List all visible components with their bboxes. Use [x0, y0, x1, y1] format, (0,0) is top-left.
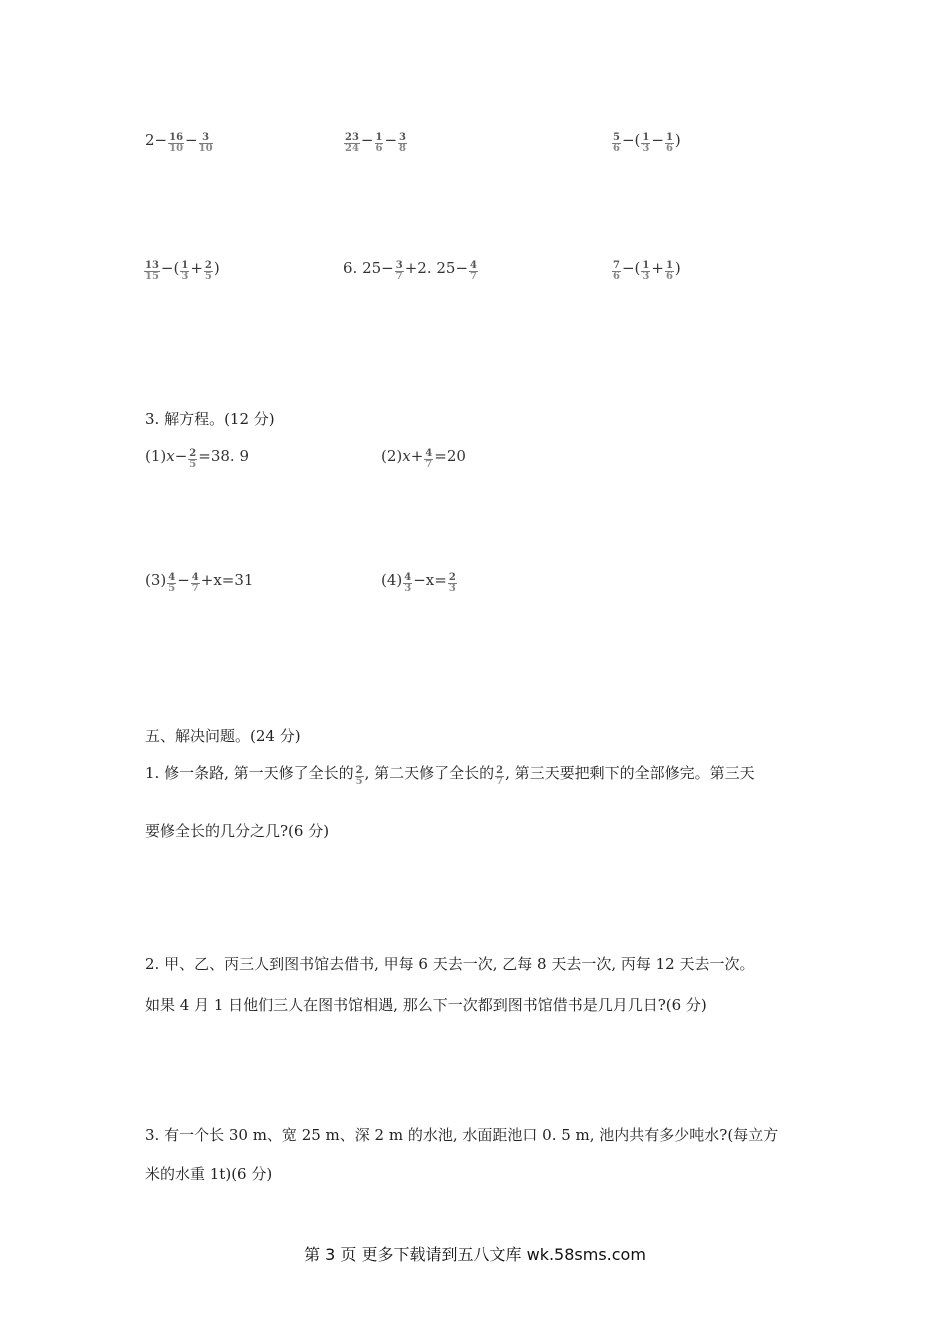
page-footer: 第 3 页 更多下载请到五八文库 wk.58sms.com	[304, 1245, 646, 1264]
fraction: $\frac{3}{10}$	[198, 132, 213, 154]
equation-4: (4) $\frac{4}{3}$ −x= $\frac{2}{3}$	[381, 571, 456, 594]
section-5-title: 五、解决问题。(24 分)	[145, 727, 301, 745]
fraction: $\frac{4}{7}$	[470, 260, 478, 282]
fraction: $\frac{7}{6}$	[613, 260, 620, 282]
fraction: $\frac{16}{10}$	[169, 132, 184, 154]
problem-1-line-1: 1. 修一条路, 第一天修了全长的 $\frac{2}{5}$ , 第二天修了全长的 $\frac{2}{7}$ , 第三天要把剩下的全部修完。第三天	[145, 764, 755, 787]
fraction: $\frac{2}{7}$	[496, 765, 504, 787]
fraction: $\frac{5}{6}$	[613, 132, 620, 154]
expression-2: $\frac{23}{24}$ − $\frac{1}{6}$ − $\frac{3}{8}$	[345, 131, 407, 154]
fraction: $\frac{2}{5}$	[355, 765, 363, 787]
expression-5: 6. 25− $\frac{3}{7}$ +2. 25− $\frac{4}{7}$	[343, 259, 478, 282]
expression-3: $\frac{5}{6}$ −( $\frac{1}{3}$ − $\frac{1}{6}$ )	[613, 131, 681, 154]
equation-1: (1)x− $\frac{2}{5}$ =38. 9	[145, 447, 250, 470]
problem-2-line-2: 如果 4 月 1 日他们三人在图书馆相遇, 那么下一次都到图书馆借书是几月几日?(6 分)	[145, 996, 707, 1014]
fraction: $\frac{1}{3}$	[181, 260, 189, 282]
fraction: $\frac{1}{6}$	[665, 260, 673, 282]
problem-3-line-2: 米的水重 1t)(6 分)	[145, 1165, 273, 1183]
fraction: $\frac{2}{3}$	[448, 572, 456, 594]
section-3-title: 3. 解方程。(12 分)	[145, 410, 275, 428]
fraction: $\frac{4}{7}$	[191, 572, 199, 594]
fraction: $\frac{1}{6}$	[665, 132, 673, 154]
problem-2-line-1: 2. 甲、乙、丙三人到图书馆去借书, 甲每 6 天去一次, 乙每 8 天去一次, 丙每 12 天去一次。	[145, 955, 755, 973]
equation-2: (2)x+ $\frac{4}{7}$ =20	[381, 447, 466, 470]
problem-3-line-1: 3. 有一个长 30 m、宽 25 m、深 2 m 的水池, 水面距池口 0. 5 m, 池内共有多少吨水?(每立方	[145, 1126, 779, 1144]
fraction: $\frac{4}{3}$	[404, 572, 412, 594]
expr-lead: 2	[145, 131, 155, 149]
problem-1-line-2: 要修全长的几分之几?(6 分)	[145, 822, 330, 840]
fraction: $\frac{23}{24}$	[345, 132, 359, 154]
fraction: $\frac{3}{8}$	[399, 132, 407, 154]
fraction: $\frac{1}{3}$	[642, 260, 650, 282]
fraction: $\frac{1}{6}$	[375, 132, 383, 154]
fraction: $\frac{2}{5}$	[189, 448, 197, 470]
expression-6: $\frac{7}{6}$ −( $\frac{1}{3}$ + $\frac{1}{6}$ )	[613, 259, 681, 282]
fraction: $\frac{3}{7}$	[395, 260, 403, 282]
fraction: $\frac{4}{5}$	[168, 572, 176, 594]
fraction: $\frac{2}{5}$	[204, 260, 212, 282]
fraction: $\frac{13}{15}$	[145, 260, 159, 282]
expression-1: 2− $\frac{16}{10}$ − $\frac{3}{10}$	[145, 131, 213, 154]
fraction: $\frac{4}{7}$	[425, 448, 433, 470]
equation-3: (3) $\frac{4}{5}$ − $\frac{4}{7}$ +x=31	[145, 571, 254, 594]
expression-4: $\frac{13}{15}$ −( $\frac{1}{3}$ + $\frac{2}{5}$ )	[145, 259, 220, 282]
fraction: $\frac{1}{3}$	[642, 132, 650, 154]
